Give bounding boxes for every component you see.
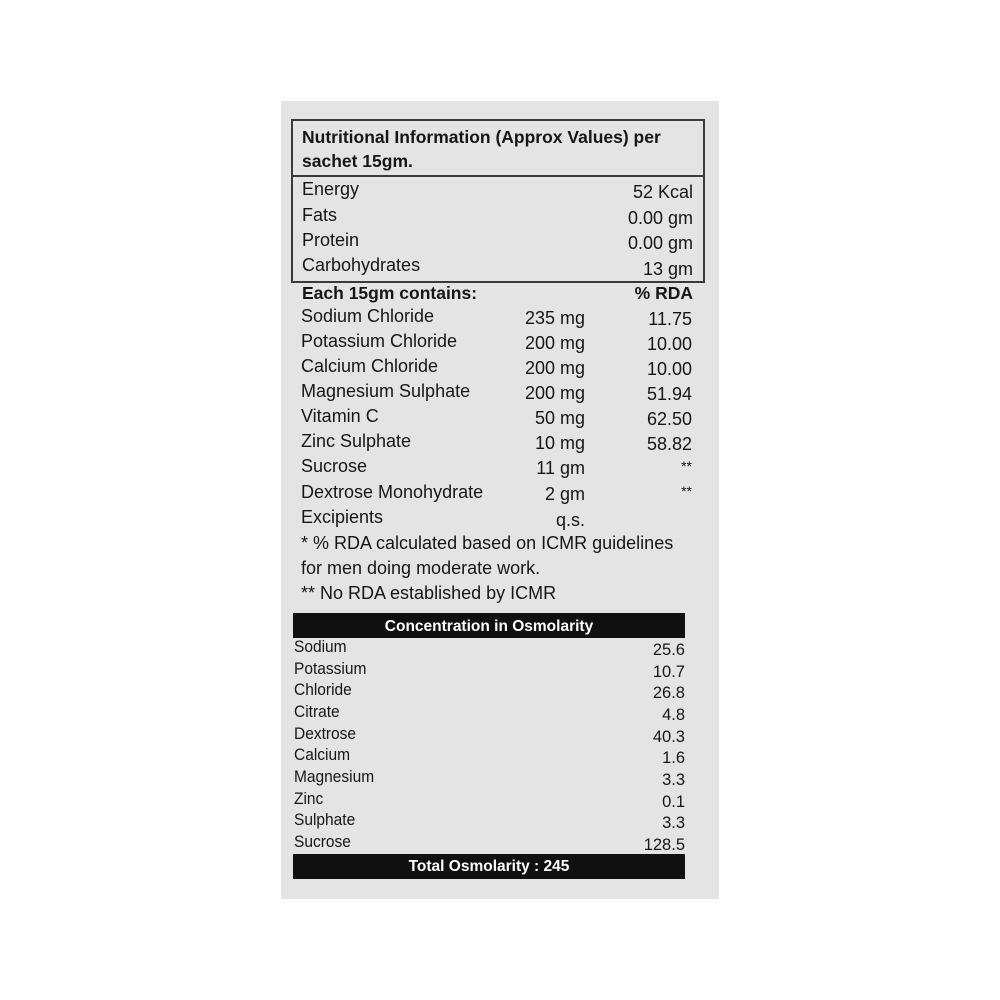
osmolarity-name: Dextrose	[294, 725, 357, 743]
composition-rda: 51.94	[646, 384, 692, 404]
composition-rda: 58.82	[646, 434, 692, 454]
osmolarity-name: Magnesium	[294, 768, 375, 786]
note-rda-line1: * % RDA calculated based on ICMR guidelines	[301, 533, 674, 553]
composition-amount: 2 gm	[544, 484, 585, 504]
composition-rda: 62.50	[646, 409, 692, 429]
composition-amount: 200 mg	[524, 383, 585, 403]
nutrition-label-energy: Energy	[302, 179, 360, 199]
osmolarity-name: Sodium	[294, 638, 347, 656]
nutrition-title-line1: Nutritional Information (Approx Values) per	[302, 127, 661, 147]
composition-name: Magnesium Sulphate	[301, 381, 471, 401]
composition-amount: 200 mg	[524, 333, 585, 353]
composition-name: Sodium Chloride	[301, 306, 435, 326]
nutrition-label-carbohydrates: Carbohydrates	[302, 255, 421, 275]
composition-amount: 200 mg	[524, 358, 585, 378]
note-no-rda: ** No RDA established by ICMR	[301, 583, 557, 603]
nutrition-value-carbohydrates: 13 gm	[642, 259, 693, 279]
nutrition-title-line2: sachet 15gm.	[302, 151, 413, 171]
osmolarity-value: 10.7	[652, 663, 685, 681]
osmolarity-name: Chloride	[294, 681, 352, 699]
composition-rda: **	[681, 458, 692, 474]
nutrition-value-fats: 0.00 gm	[627, 208, 693, 228]
composition-rda: **	[681, 483, 692, 499]
composition-amount: 235 mg	[524, 308, 585, 328]
composition-rda: 10.00	[646, 359, 692, 379]
osmolarity-value: 26.8	[652, 684, 685, 702]
composition-name: Zinc Sulphate	[301, 431, 412, 451]
nutrition-label-fats: Fats	[302, 205, 338, 225]
osmolarity-value: 3.3	[662, 771, 685, 789]
composition-amount: 50 mg	[534, 408, 585, 428]
composition-name: Dextrose Monohydrate	[301, 482, 484, 502]
composition-amount: q.s.	[555, 510, 585, 530]
composition-name: Calcium Chloride	[301, 356, 439, 376]
composition-rda: 11.75	[648, 309, 692, 329]
composition-rda: 10.00	[646, 334, 692, 354]
osmolarity-value: 1.6	[662, 749, 685, 767]
osmolarity-name: Citrate	[294, 703, 340, 721]
osmolarity-value: 3.3	[662, 814, 685, 832]
composition-header-left: Each 15gm contains:	[302, 283, 478, 303]
note-rda-line2: for men doing moderate work.	[301, 558, 541, 578]
composition-name: Excipients	[301, 507, 384, 527]
osmolarity-name: Calcium	[294, 746, 351, 764]
total-osmolarity-bar: Total Osmolarity : 245	[293, 854, 685, 879]
osmolarity-value: 4.8	[662, 706, 685, 724]
nutrition-value-energy: 52 Kcal	[632, 182, 693, 202]
osmolarity-value: 40.3	[652, 728, 685, 746]
composition-name: Sucrose	[301, 456, 368, 476]
osmolarity-name: Potassium	[294, 660, 367, 678]
composition-header-rda: % RDA	[634, 283, 693, 303]
nutrition-value-protein: 0.00 gm	[627, 233, 693, 253]
osmolarity-value: 0.1	[662, 793, 685, 811]
osmolarity-value: 25.6	[652, 641, 685, 659]
composition-amount: 10 mg	[534, 433, 585, 453]
composition-name: Vitamin C	[301, 406, 379, 426]
osmolarity-name: Sucrose	[294, 833, 351, 851]
nutrition-label-protein: Protein	[302, 230, 360, 250]
label-panel	[281, 101, 719, 899]
osmolarity-header-bar: Concentration in Osmolarity	[293, 613, 685, 638]
composition-amount: 11 gm	[536, 458, 585, 478]
nutrition-info-box	[291, 119, 705, 283]
nutrition-title	[293, 121, 703, 177]
osmolarity-name: Sulphate	[294, 811, 356, 829]
composition-name: Potassium Chloride	[301, 331, 458, 351]
osmolarity-value: 128.5	[643, 836, 685, 854]
osmolarity-name: Zinc	[294, 790, 324, 808]
